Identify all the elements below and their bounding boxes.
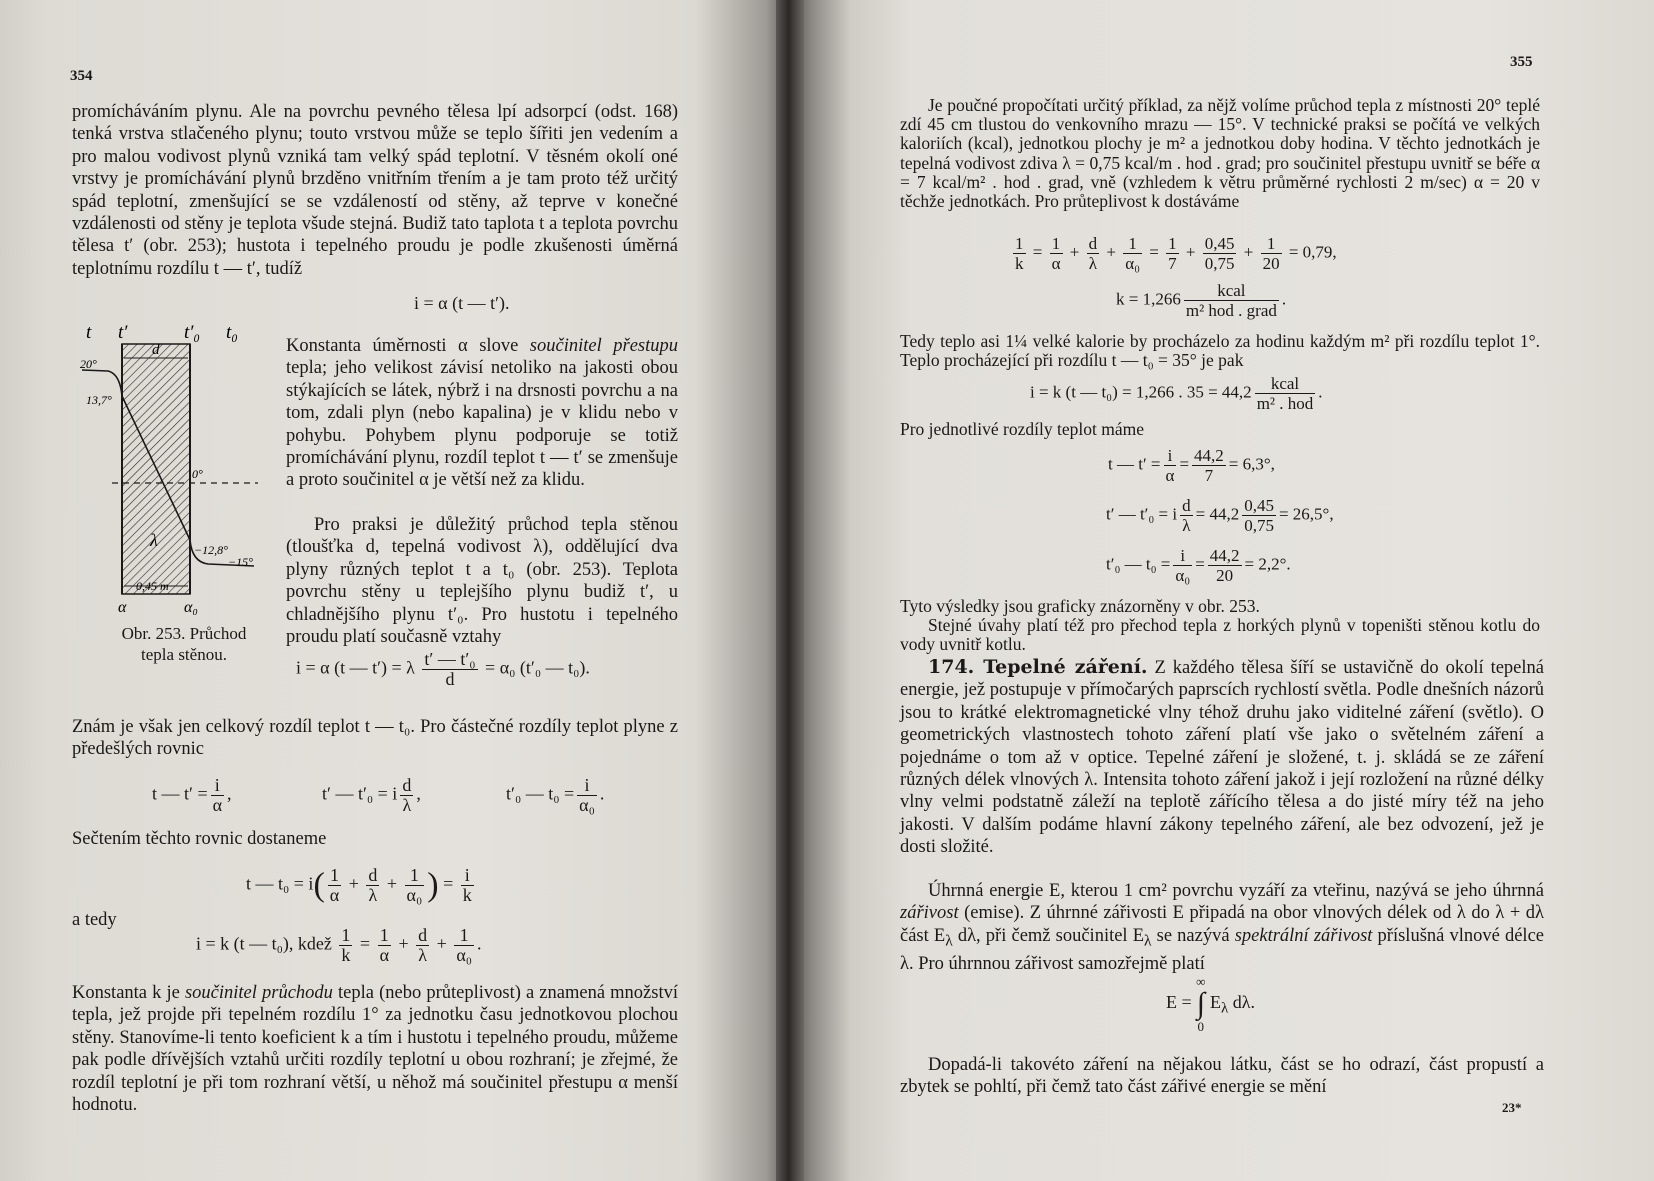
book-gutter [776, 0, 804, 1181]
figure-label: λ [150, 530, 158, 550]
paragraph: Je poučné propočítati určitý příklad, za nějž volíme průchod tepla z místnosti 20° teplé zdí 45 cm tlustou do venkovního mrazu — 15°. V technické praksi se počítá ve velkých kaloriích (kcal), jednotkou plochy je m² a jednotkou doby hodina. V těchto jednotkách je tepelná vodivost zdiva λ = 0,75 kcal/m . hod . grad; pro součinitel přestupu uvnitř se béře α = 7 kcal/m² . hod . grad, vně (vzhledem k větru průměrné rychlosti 2 m/sec) α = 20 v těchže jednotkách. Pro průteplivost k dostáváme [900, 95, 1540, 212]
equation: t — t′ = $\frac{i}{\alpha}$ = $\frac{44,2}{7}$ = 6,3°, [1108, 446, 1275, 485]
figure-label: −12,8° [194, 543, 228, 557]
figure-label: d [152, 342, 160, 358]
figure-label: α₀ [184, 599, 198, 616]
text: a tedy [72, 910, 117, 930]
equation: i = k (t — t₀) = 1,266 . 35 = 44,2 $\frac{\text{kcal}}{\text{m² . hod}}$ . [1030, 374, 1323, 413]
figure-label: 13,7° [86, 393, 112, 407]
paragraph: Dopadá-li takovéto záření na nějakou látku, část se ho odrazí, část propustí a zbytek se pohltí, při čemž tato část zářivé energie se mění [900, 1055, 1544, 1098]
paragraph: Konstanta k je součinitel průchodu tepla (nebo průteplivost) a znamená množství tepla, jež projde při tepelném rozdílu 1° za jednotku času jednotkovou plochou stěny. Stanovíme-li tento koeficient k a tím i hustotu i tepelného proudu, můžeme pak podle dřívějších vztahů určiti rozdíly teplotní u obou rozhraní; je zřejmé, že rozdíl teplotní je při tom rozhraní větší, u něhož má součinitel přestupu α menší hodnotu. [72, 983, 678, 1116]
equation: t′₀ — t₀ = $\frac{i}{\text{α₀}}$ . [506, 775, 605, 815]
figure-label: −15° [228, 555, 253, 569]
equation: i = k (t — t₀), kdež $\frac{1}{k}$ = $\frac{1}{\alpha}$ + $\frac{d}{\lambda}$ + $\frac{1}{\text{α₀}}$ . [196, 925, 482, 965]
figure-label: α [118, 599, 127, 616]
equation: $\frac{1}{k}$ = $\frac{1}{\alpha}$ + $\frac{d}{\lambda}$ + $\frac{1}{\text{α₀}}$ = $\frac{1}{7}$ + $\frac{0,45}{0,75}$ + $\frac{1}{20}$ = 0,79, [1015, 234, 1337, 273]
figure-caption: Obr. 253. Průchod tepla stěnou. [121, 624, 247, 664]
figure-label: 20° [80, 357, 97, 371]
equation: t′ — t′₀ = i $\frac{d}{\lambda}$ = 44,2 $\frac{0,45}{0,75}$ = 26,5°, [1106, 496, 1334, 535]
paragraph: Stejné úvahy platí též pro přechod tepla z horkých plynů v topeništi stěnou kotlu do vody uvnitř kotlu. [900, 615, 1540, 655]
figure-label: t′ [118, 322, 128, 343]
figure-label: t′₀ [184, 322, 201, 343]
section-paragraph: 174. Tepelné záření. Z každého tělesa šíří se ustavičně do okolí tepelná energie, jež postupuje v přímočarých paprscích rychlostí světla. Podle dnešních názorů jsou to krátké elektromagnetické vlny téhož druhu jako viditelné záření (světlo). O geometrických vlastnostech tohoto záření platí vše jako o světelném záření a pojednáme o tom až v optice. Tepelné záření je složené, t. j. skládá se ze záření různých délek vlnových λ. Intensita tohoto záření jakož i její rozložení na různé délky vlny velmi podstatně záleží na teplotě zářícího tělesa a do jisté míry též na jeho jakosti. V dalším podáme hlavní zákony tepelného záření, ale bez odvození, jež je dosti složité. [900, 656, 1544, 858]
paragraph: Tyto výsledky jsou graficky znázorněny v obr. 253. [900, 596, 1260, 616]
right-page [790, 0, 1654, 1181]
paragraph: Pro jednotlivé rozdíly teplot máme [900, 419, 1144, 439]
equation: t — t₀ = i( $\frac{1}{\alpha}$ + $\frac{d}{\lambda}$ + $\frac{1}{\text{α₀}}$ ) = $\frac{i}{k}$ [246, 865, 472, 905]
equation: E = ∞ ∫ 0 $E_\lambda$ dλ. [1166, 974, 1255, 1034]
equation: t′₀ — t₀ = $\frac{i}{\text{α₀}}$ = $\frac{44,2}{20}$ = 2,2°. [1106, 546, 1291, 585]
section-title: 174. Tepelné záření. [928, 656, 1148, 678]
page-number: 355 [1510, 54, 1533, 70]
paragraph: Sečtením těchto rovnic dostaneme [72, 829, 327, 849]
paragraph: Znám je však jen celkový rozdíl teplot t — t₀. Pro částečné rozdíly teplot plyne z předešlých rovnic [72, 717, 678, 760]
left-page [0, 0, 790, 1181]
signature-mark: 23* [1502, 1100, 1522, 1115]
equation: k = 1,266 $\frac{\text{kcal}}{\text{m² hod . grad}}$ . [1116, 281, 1287, 320]
paragraph: promícháváním plynu. Ale na povrchu pevného tělesa lpí adsorpcí (odst. 168) tenká vrstva stlačeného plynu; touto vrstvou může se teplo šířiti jen vedením a pro malou vodivost plynů vzniká tam velký spád teplotní. V těsném okolí oné vrstvy je promíchávání plynů brzděno vnitřním třením a je tam proto též určitý spád teplotní, zmenšující se se vzdáleností od stěny, až teprve v konečné vzdálenosti od stěny je teplota všude stejná. Budiž tato taplota t a teplota povrchu tělesa t′ (obr. 253); hustota i tepelného proudu je podle zkušenosti úměrná teplotnímu rozdílu t — t′, tudíž [72, 102, 678, 279]
paragraph: Tedy teplo asi 1¼ velké kalorie by procházelo za hodinu každým m² při rozdílu teplot 1°. Teplo procházející při rozdílu t — t₀ = 35° je pak [900, 331, 1540, 371]
paragraph: Konstanta úměrnosti α slove součinitel přestupu tepla; jeho velikost závisí netoliko na jakosti obou stýkajících se látek, nýbrž i na drsnosti povrchu a na tom, zdali plyn (nebo kapalina) je v klidu nebo v pohybu. Pohybem plynu podporuje se totiž promíchávání plynu, rozdíl teplot t — t′ se zmenšuje a proto součinitel α je větší než za klidu. [286, 336, 678, 491]
figure-label: t₀ [226, 322, 238, 343]
equation: t′ — t′₀ = i $\frac{d}{\lambda}$ , [322, 775, 421, 815]
page-number: 354 [70, 68, 93, 84]
figure-253 [78, 318, 274, 618]
paragraph: Pro praksi je důležitý průchod tepla stěnou (tloušťka d, tepelná vodivost λ), oddělující dva plyny různých teplot t a t₀ (obr. 253). Teplota povrchu stěny u teplejšího plynu budiž t′, u chladnějšího plynu t′₀. Pro hustotu i tepelného proudu platí současně vztahy [286, 515, 678, 648]
figure-label: t [86, 322, 92, 343]
equation: i = α (t — t′). [414, 293, 510, 313]
equation: t — t′ = $\frac{i}{\alpha}$ , [152, 775, 232, 815]
paragraph: Úhrnná energie E, kterou 1 cm² povrchu vyzáří za vteřinu, nazývá se jeho úhrnná zářivost (emise). Z úhrnné zářivosti E připadá na obor vlnových délek od λ do λ + dλ část $E_\lambda$ dλ, při čemž součinitel $E_\lambda$ se nazývá spektrální zářivost příslušná vlnové délce λ. Pro úhrnnou zářivost samozřejmě platí [900, 881, 1544, 974]
figure-label: 0° [192, 467, 203, 481]
figure-label: 0,45 m [136, 579, 169, 593]
equation: i = α (t — t′) = λ $\frac{\text{t′ — t′₀}}{d}$ = α₀ (t′₀ — t₀). [296, 649, 590, 689]
